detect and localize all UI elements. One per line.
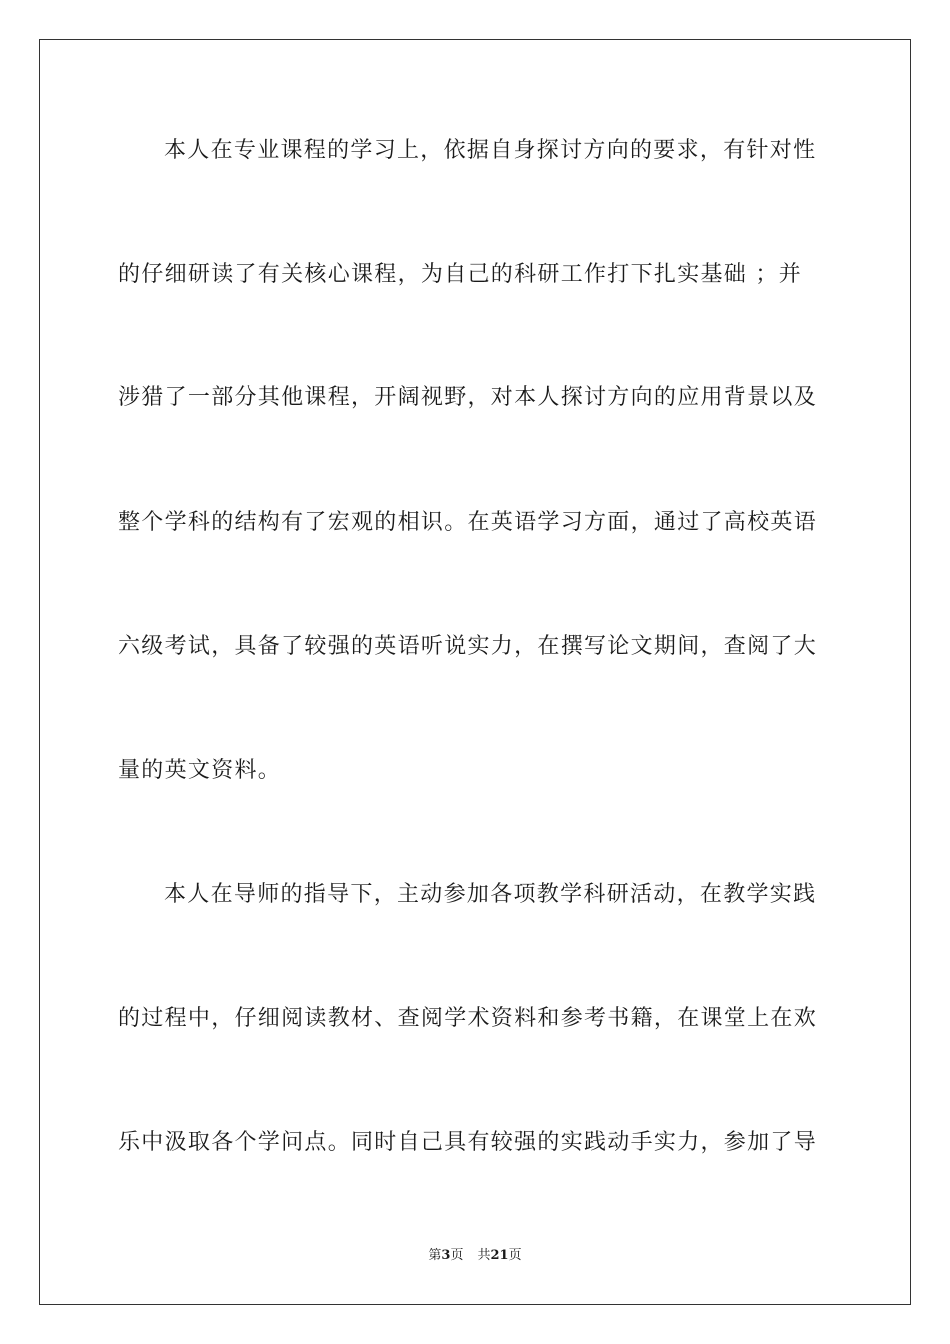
total-suffix: 页 [508,1248,522,1263]
total-pages: 21 [490,1248,509,1263]
paragraph-2-line-2: 的过程中，仔细阅读教材、查阅学术资料和参考书籍，在课堂上在欢 [118,1006,818,1031]
page-suffix: 页 [450,1248,464,1263]
page-number: 3 [441,1248,451,1263]
paragraph-1-line-6: 量的英文资料。 [118,758,282,783]
paragraph-1-line-1: 本人在专业课程的学习上，依据自身探讨方向的要求，有针对性 [164,138,817,163]
page-prefix: 第 [428,1248,442,1263]
paragraph-1-line-4: 整个学科的结构有了宏观的相识。在英语学习方面，通过了高校英语 [118,510,818,535]
page-footer [0,1247,950,1265]
paragraph-2-line-3: 乐中汲取各个学问点。同时自己具有较强的实践动手实力，参加了导 [118,1130,818,1155]
paragraph-2-line-1: 本人在导师的指导下，主动参加各项教学科研活动，在教学实践 [164,882,817,907]
paragraph-1-line-2: 的仔细研读了有关核心课程，为自己的科研工作打下扎实基础 ；并 [118,262,802,287]
page-border [39,39,911,1305]
paragraph-1-line-5: 六级考试，具备了较强的英语听说实力，在撰写论文期间，查阅了大 [118,634,818,659]
total-prefix: 共 [477,1248,491,1263]
paragraph-1-line-3: 涉猎了一部分其他课程，开阔视野，对本人探讨方向的应用背景以及 [118,385,818,410]
